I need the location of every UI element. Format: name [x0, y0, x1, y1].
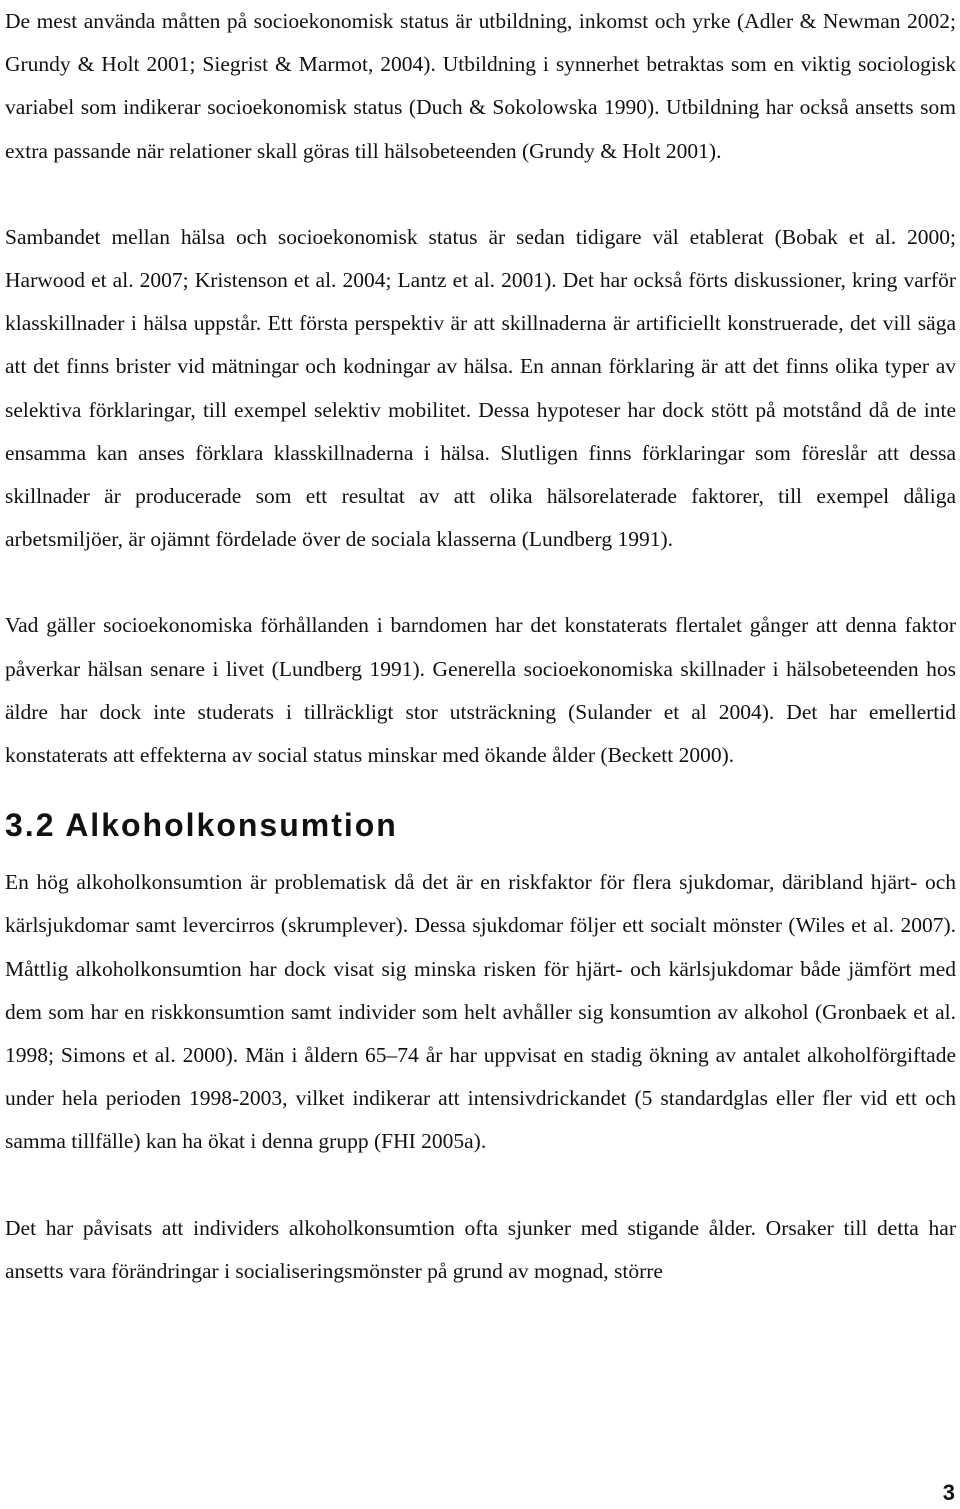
document-page	[5, 0, 956, 1293]
section-heading: 3.2 Alkoholkonsumtion	[5, 807, 398, 844]
paragraph: Vad gäller socioekonomiska förhållanden i barndomen har det konstaterats flertalet gånger att denna faktor påverkar hälsan senare i livet (Lundberg 1991). Generella socioekonomiska skillnader i hälsobeteenden hos äldre har dock inte studerats i tillräckligt stor utsträckning (Sulander et al 2004). Det har emellertid konstaterats att effekterna av social status minskar med ökande ålder (Beckett 2000).	[5, 613, 956, 768]
paragraph: De mest använda måtten på socioekonomisk status är utbildning, inkomst och yrke (Adler & Newman 2002; Grundy & Holt 2001; Siegrist & Marmot, 2004). Utbildning i synnerhet betraktas som en viktig sociologisk variabel som indikerar socioekonomisk status (Duch & Sokolowska 1990). Utbildning har också ansetts som extra passande när relationer skall göras till hälsobeteenden (Grundy & Holt 2001).	[5, 9, 956, 163]
paragraph: En hög alkoholkonsumtion är problematisk då det är en riskfaktor för flera sjukdomar, däribland hjärt- och kärlsjukdomar samt levercirros (skrumplever). Dessa sjukdomar följer ett socialt mönster (Wiles et al. 2007). Måttlig alkoholkonsumtion har dock visat sig minska risken för hjärt- och kärlsjukdomar både jämfört med dem som har en riskkonsumtion samt individer som helt avhåller sig konsumtion av alkohol (Gronbaek et al. 1998; Simons et al. 2000). Män i åldern 65–74 år har uppvisat en stadig ökning av antalet alkoholförgiftade under hela perioden 1998-2003, vilket indikerar att intensivdrickandet (5 standardglas eller fler vid ett och samma tillfälle) kan ha ökat i denna grupp (FHI 2005a).	[5, 870, 956, 1154]
paragraph: Sambandet mellan hälsa och socioekonomisk status är sedan tidigare väl etablerat (Bobak et al. 2000; Harwood et al. 2007; Kristenson et al. 2004; Lantz et al. 2001). Det har också förts diskussioner, kring varför klasskillnader i hälsa uppstår. Ett första perspektiv är att skillnaderna är artificiellt konstruerade, det vill säga att det finns brister vid mätningar och kodningar av hälsa. En annan förklaring är att det finns olika typer av selektiva förklaringar, till exempel selektiv mobilitet. Dessa hypoteser har dock stött på motstånd då de inte ensamma kan anses förklara klasskillnaderna i hälsa. Slutligen finns förklaringar som föreslår att dessa skillnader är producerade som ett resultat av att olika hälsorelaterade faktorer, till exempel dåliga arbetsmiljöer, är ojämnt fördelade över de sociala klasserna (Lundberg 1991).	[5, 224, 956, 552]
page-number: 3	[942, 1480, 955, 1505]
paragraph: Det har påvisats att individers alkoholkonsumtion ofta sjunker med stigande ålder. Orsaker till detta har ansetts vara förändringar i socialiseringsmönster på grund av mognad, större	[5, 1215, 956, 1283]
